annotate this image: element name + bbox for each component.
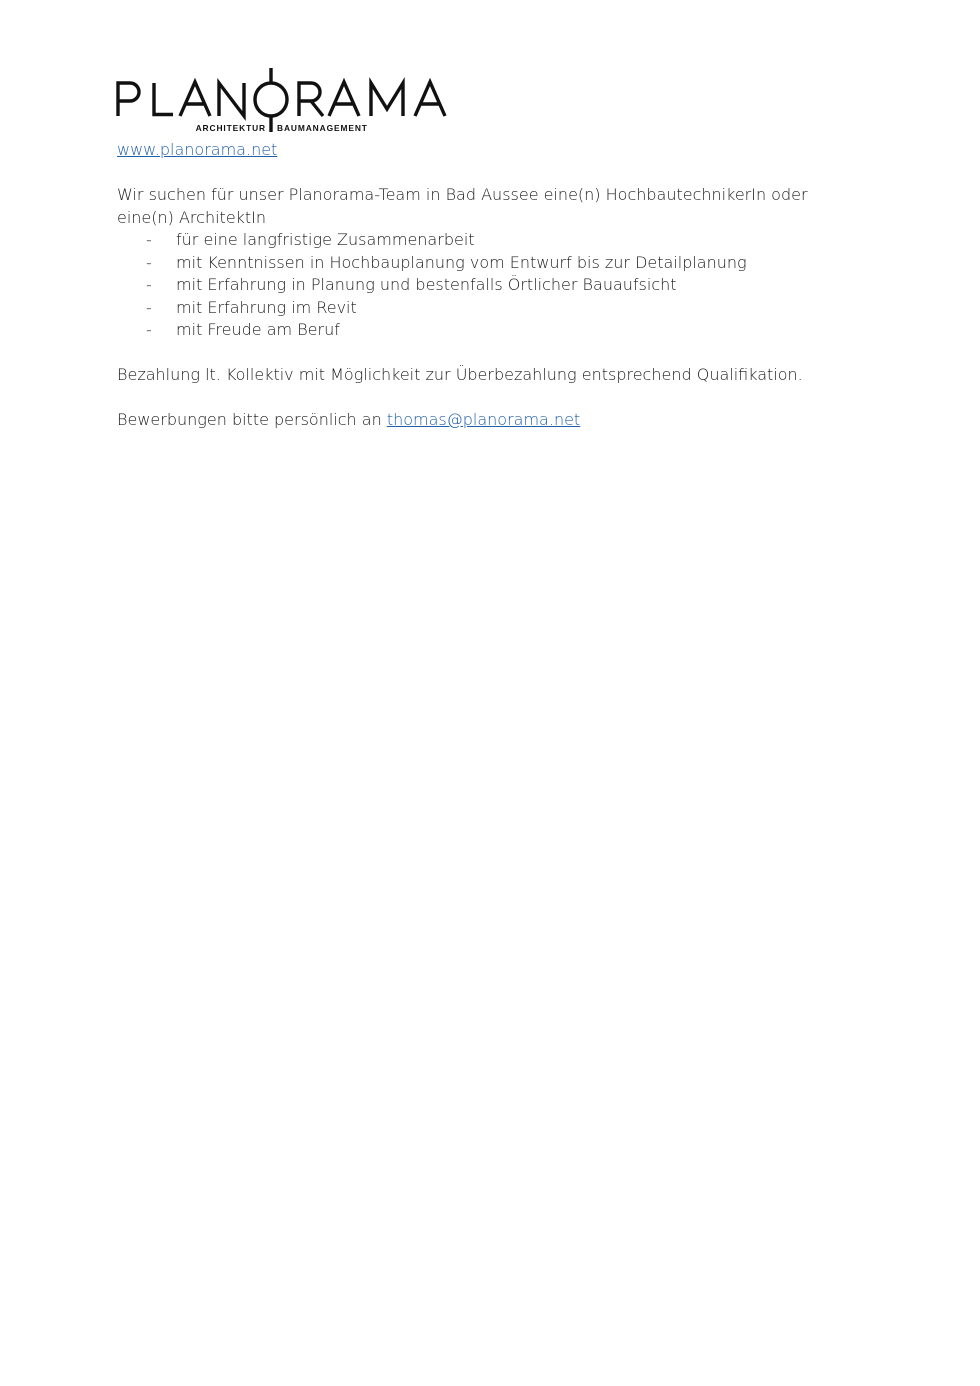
requirement-text: mit Erfahrung im Revit [176, 297, 357, 317]
application-prefix: Bewerbungen bitte persönlich an [117, 410, 382, 429]
intro-paragraph: Wir suchen für unser Planorama-Team in Bad Aussee eine(n) HochbautechnikerIn oder eine(n) ArchitektIn [117, 185, 808, 227]
list-item [117, 274, 837, 297]
list-item [117, 229, 837, 252]
requirement-text: mit Kenntnissen in Hochbauplanung vom Entwurf bis zur Detailplanung [176, 252, 747, 272]
spacer [117, 387, 837, 410]
spacer [117, 162, 837, 185]
bullet-dash: - [146, 297, 152, 317]
application-paragraph [117, 409, 837, 432]
logo-tagline-right: BAUMANAGEMENT [277, 123, 368, 133]
logo-tagline-left: ARCHITEKTUR [195, 123, 266, 133]
bullet-dash: - [146, 275, 152, 294]
planorama-logo-graphic [116, 66, 448, 136]
requirements-list [117, 229, 837, 342]
list-item [117, 252, 837, 275]
application-email-link[interactable]: thomas@planorama.net [386, 410, 581, 429]
spacer [117, 342, 837, 365]
bullet-dash: - [146, 252, 152, 272]
planorama-logo [116, 66, 448, 136]
website-line [117, 139, 837, 162]
job-posting-body [117, 139, 837, 432]
bullet-dash: - [146, 230, 152, 249]
requirement-text: mit Erfahrung in Planung und bestenfalls Örtlicher Bauaufsicht [176, 275, 677, 294]
website-link[interactable]: www.planorama.net [117, 140, 278, 159]
salary-paragraph: Bezahlung lt. Kollektiv mit Möglichkeit zur Überbezahlung entsprechend Qualifikation. [117, 365, 803, 384]
list-item [117, 297, 837, 320]
requirement-text: für eine langfristige Zusammenarbeit [176, 230, 475, 249]
list-item [117, 319, 837, 342]
requirement-text: mit Freude am Beruf [176, 320, 340, 339]
bullet-dash: - [146, 320, 152, 339]
